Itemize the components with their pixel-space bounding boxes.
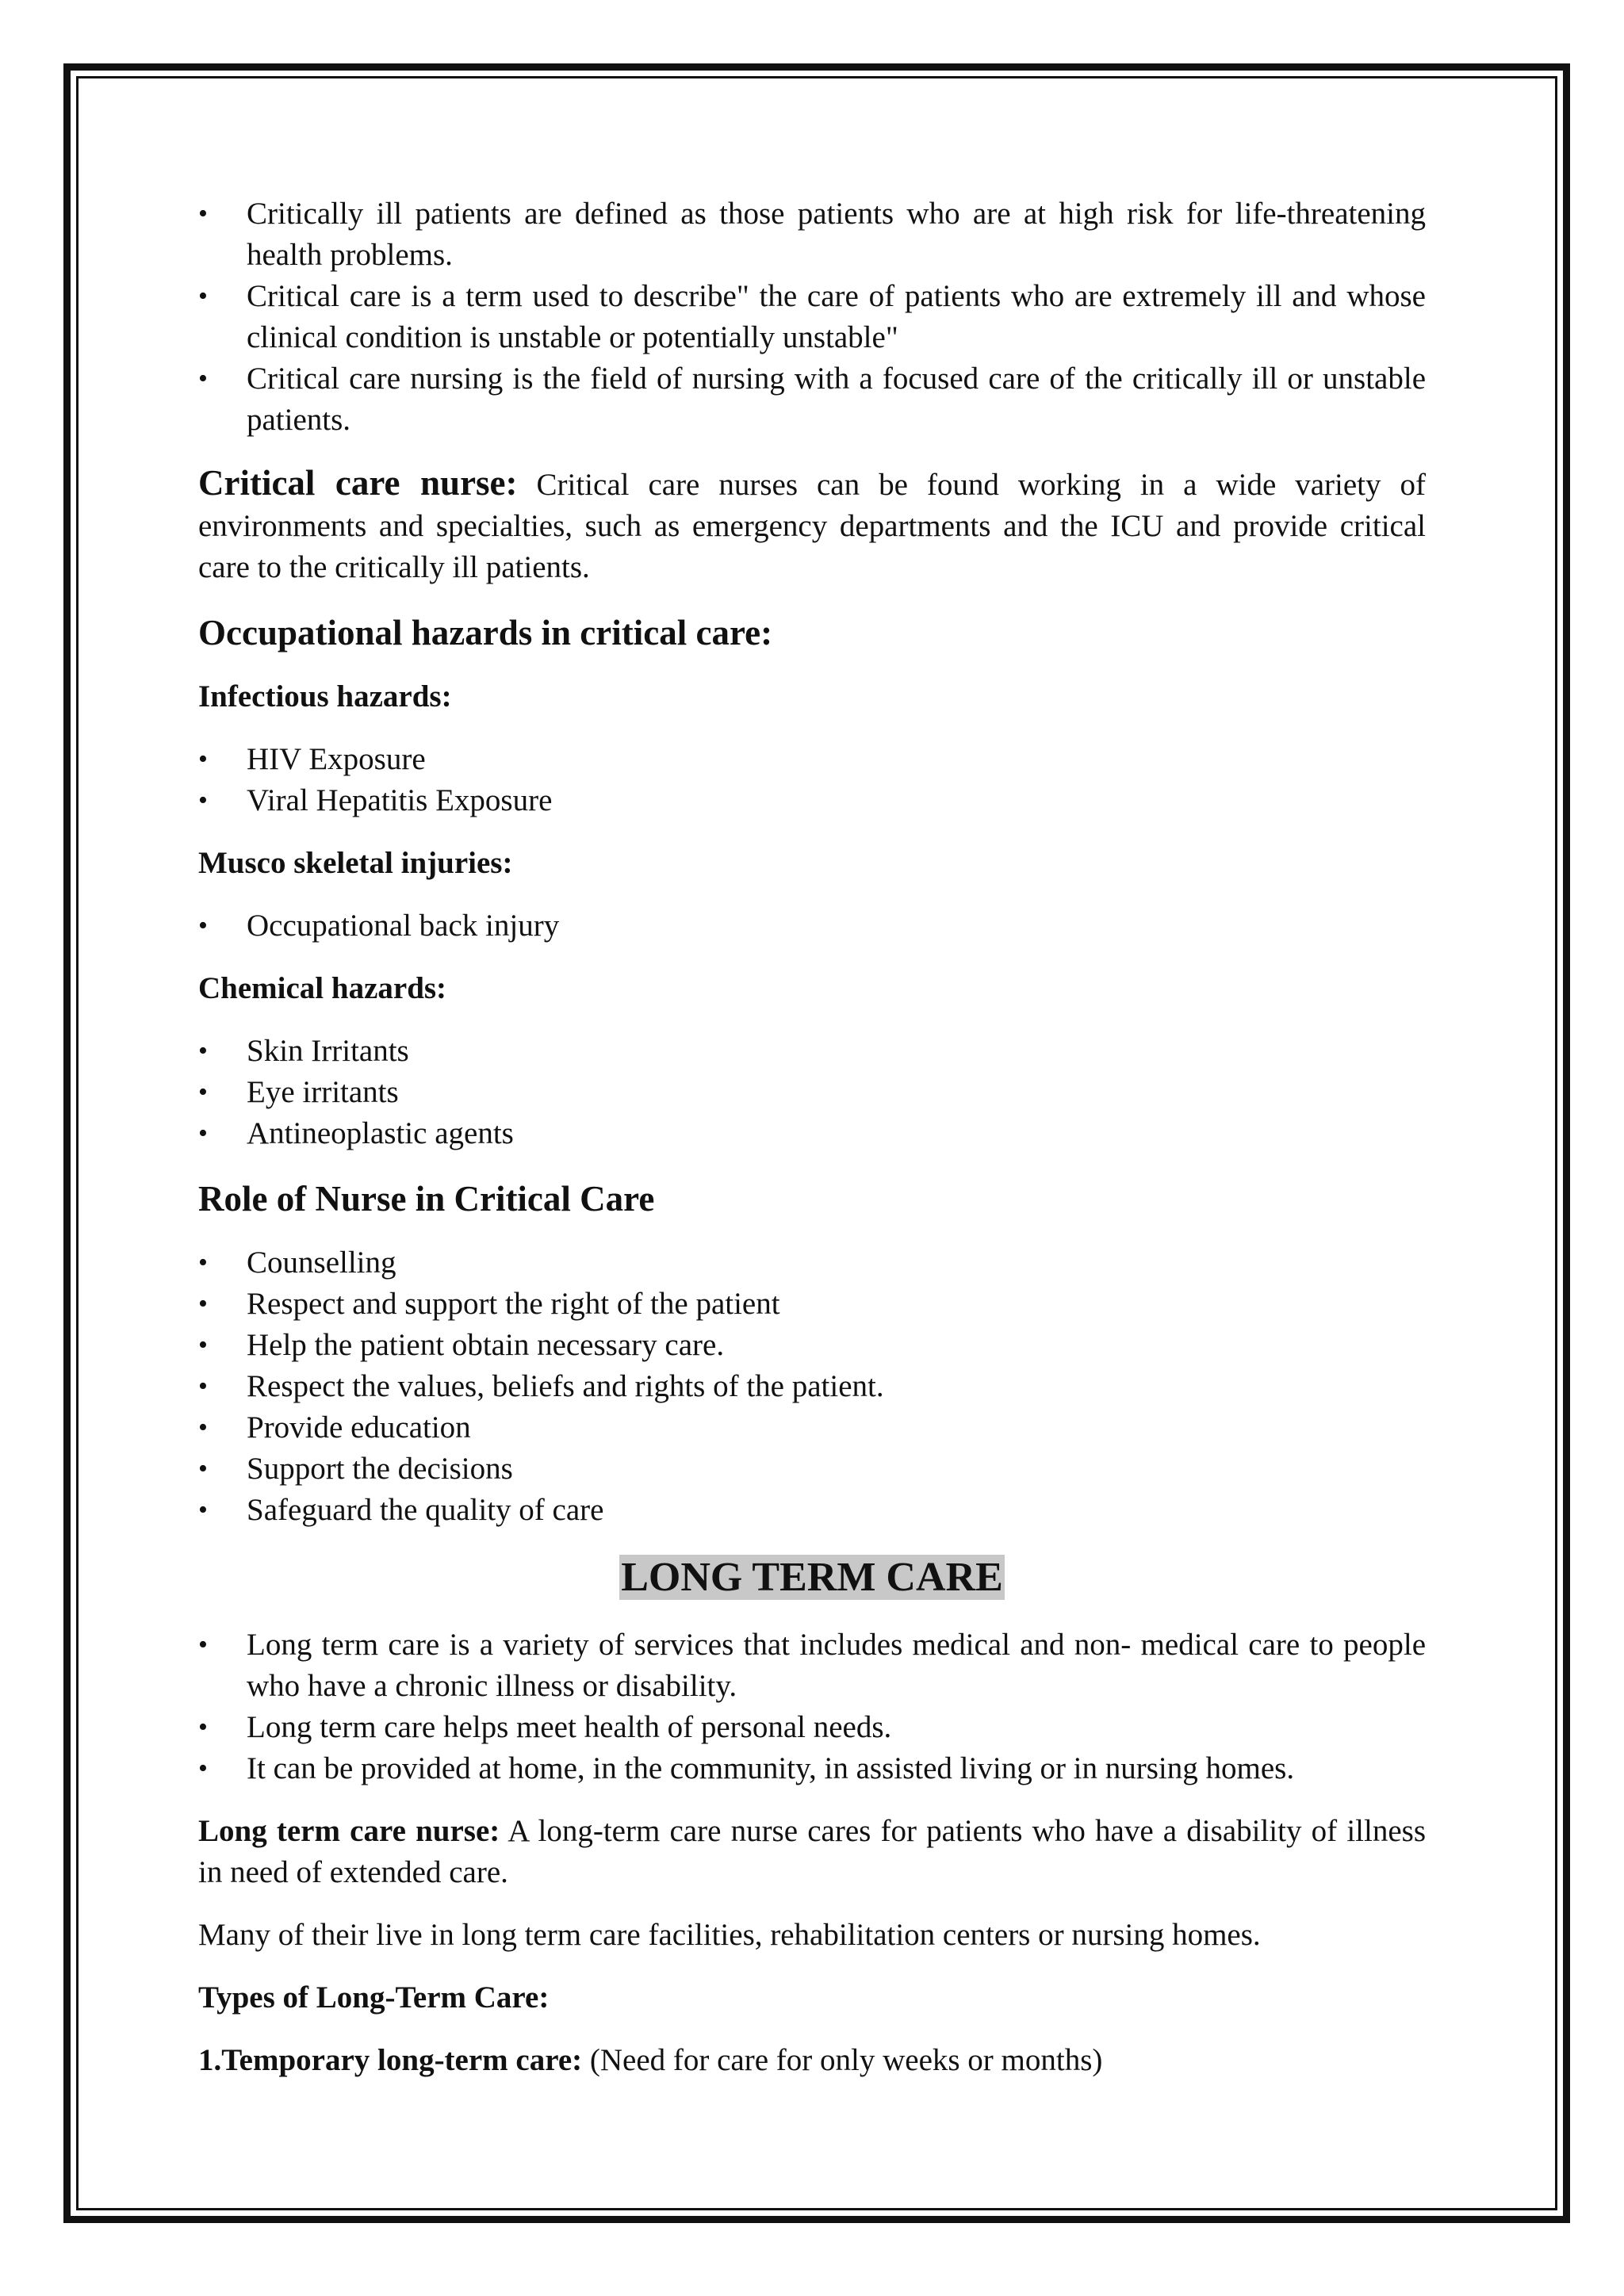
bullet-icon: • — [198, 1119, 208, 1148]
list-item: • Viral Hepatitis Exposure — [198, 780, 1426, 821]
critical-care-nurse-label: Critical care nurse: — [198, 463, 518, 503]
page-content — [198, 193, 1426, 2081]
bullet-icon: • — [198, 1630, 208, 1659]
chemical-hazards-heading: Chemical hazards: — [198, 971, 447, 1005]
musculoskeletal-injuries-list — [198, 905, 1426, 947]
long-term-care-nurse-paragraph — [198, 1811, 1426, 1893]
list-item: • Long term care helps meet health of personal needs. — [198, 1707, 1426, 1748]
list-item: • Antineoplastic agents — [198, 1113, 1426, 1154]
bullet-icon: • — [198, 1330, 208, 1360]
bullet-icon: • — [198, 1036, 208, 1066]
list-item: • Skin Irritants — [198, 1031, 1426, 1072]
bullet-icon: • — [198, 1712, 208, 1742]
bullet-icon: • — [198, 786, 208, 815]
list-item: • Occupational back injury — [198, 905, 1426, 947]
bullet-icon: • — [198, 1413, 208, 1442]
long-term-care-nurse-label: Long term care nurse: — [198, 1814, 500, 1848]
temporary-long-term-care-text: (Need for care for only weeks or months) — [589, 2043, 1103, 2077]
bullet-icon: • — [198, 1454, 208, 1483]
critical-care-nurse-paragraph — [198, 462, 1426, 588]
bullet-icon: • — [198, 364, 208, 393]
list-item: • Help the patient obtain necessary care. — [198, 1325, 1426, 1366]
list-item: • Counselling — [198, 1242, 1426, 1284]
infectious-hazards-list — [198, 739, 1426, 821]
list-item: • HIV Exposure — [198, 739, 1426, 780]
musculoskeletal-injuries-heading: Musco skeletal injuries: — [198, 846, 513, 880]
bullet-icon: • — [198, 1077, 208, 1107]
bullet-icon: • — [198, 199, 208, 228]
facilities-paragraph: Many of their live in long term care facilities, rehabilitation centers or nursing homes. — [198, 1918, 1261, 1952]
bullet-icon: • — [198, 1248, 208, 1277]
bullet-icon: • — [198, 1372, 208, 1401]
long-term-care-nurse-text: A long-term care nurse cares for patients who have a disability of illness in need of extended care. — [198, 1814, 1426, 1889]
temporary-long-term-care-label: 1.Temporary long-term care: — [198, 2043, 583, 2077]
list-item: • Long term care is a variety of services that includes medical and non- medical care to people who have a chronic illness or disability. — [198, 1624, 1426, 1707]
types-of-long-term-care-heading: Types of Long-Term Care: — [198, 1980, 550, 2015]
role-of-nurse-list — [198, 1242, 1426, 1531]
list-item: • It can be provided at home, in the community, in assisted living or in nursing homes. — [198, 1748, 1426, 1789]
temporary-long-term-care-paragraph — [198, 2040, 1426, 2081]
hazards-heading: Occupational hazards in critical care: — [198, 613, 773, 652]
list-item: • Critically ill patients are defined as those patients who are at high risk for life-threatening health problems. — [198, 193, 1426, 276]
long-term-care-title: LONG TERM CARE — [621, 1555, 1003, 1600]
bullet-icon: • — [198, 744, 208, 774]
bullet-icon: • — [198, 281, 208, 311]
list-item: • Respect and support the right of the patient — [198, 1284, 1426, 1325]
bullet-icon: • — [198, 1754, 208, 1783]
bullet-icon: • — [198, 1495, 208, 1525]
list-item: • Respect the values, beliefs and rights of the patient. — [198, 1366, 1426, 1407]
role-of-nurse-heading: Role of Nurse in Critical Care — [198, 1179, 655, 1219]
critical-care-nurse-text: Critical care nurses can be found working in a wide variety of environments and specialties, such as emergency departments and the ICU and provide critical care to the critically ill patients. — [198, 468, 1426, 584]
infectious-hazards-heading: Infectious hazards: — [198, 679, 452, 714]
list-item: • Support the decisions — [198, 1448, 1426, 1490]
list-item: • Eye irritants — [198, 1072, 1426, 1113]
bullet-icon: • — [198, 1289, 208, 1318]
list-item: • Safeguard the quality of care — [198, 1490, 1426, 1531]
chemical-hazards-list — [198, 1031, 1426, 1154]
list-item: • Critical care is a term used to describe" the care of patients who are extremely ill and whose clinical condition is unstable or potentially unstable" — [198, 276, 1426, 358]
intro-bullet-list — [198, 193, 1426, 441]
list-item: • Critical care nursing is the field of nursing with a focused care of the critically ill or unstable patients. — [198, 358, 1426, 441]
bullet-icon: • — [198, 911, 208, 940]
list-item: • Provide education — [198, 1407, 1426, 1448]
long-term-care-bullet-list — [198, 1624, 1426, 1789]
